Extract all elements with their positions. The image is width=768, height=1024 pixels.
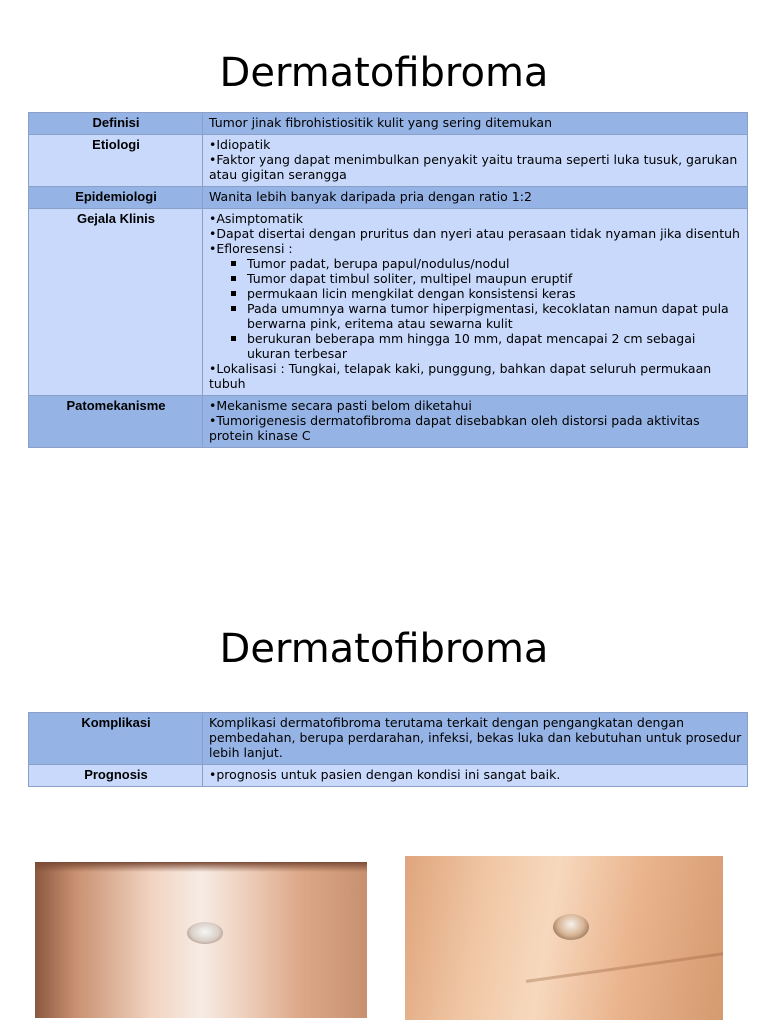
row-label-gejala-klinis: Gejala Klinis [29, 209, 203, 396]
skin-crease [526, 952, 723, 983]
gejala-line: •Asimptomatik [209, 211, 304, 226]
komplikasi-prognosis-table [28, 712, 748, 787]
row-label-komplikasi: Komplikasi [29, 713, 203, 765]
list-item: Tumor padat, berupa papul/nodulus/nodul [247, 256, 742, 271]
gejala-line: •Efloresensi : [209, 241, 293, 256]
lesion-nodule [187, 922, 223, 944]
epidemiologi-text: Wanita lebih banyak daripada pria dengan ratio 1:2 [209, 189, 532, 204]
row-content-definisi [203, 113, 748, 135]
row-content-prognosis: •prognosis untuk pasien dengan kondisi ini sangat baik. [203, 765, 748, 787]
dermatofibroma-photo-right [405, 856, 723, 1020]
row-label-etiologi: Etiologi [29, 135, 203, 187]
table-row-epidemiologi [29, 187, 748, 209]
patomekanisme-line: •Mekanisme secara pasti belom diketahui [209, 398, 472, 413]
lokalisasi-line: •Lokalisasi : Tungkai, telapak kaki, punggung, bahkan dapat seluruh permukaan tubuh [209, 361, 712, 391]
dermatofibroma-photo-left [35, 862, 367, 1018]
etiologi-line: •Faktor yang dapat menimbulkan penyakit yaitu trauma seperti luka tusuk, garukan atau gigitan serangga [209, 152, 738, 182]
row-label-prognosis: Prognosis [29, 765, 203, 787]
efloresensi-list [209, 256, 742, 361]
row-label-patomekanisme: Patomekanisme [29, 396, 203, 448]
table-row-gejala-klinis [29, 209, 748, 396]
list-item: Pada umumnya warna tumor hiperpigmentasi, kecoklatan namun dapat pula berwarna pink, eritema atau sewarna kulit [247, 301, 742, 331]
list-item: Tumor dapat timbul soliter, multipel maupun eruptif [247, 271, 742, 286]
lesion-nodule [553, 914, 589, 940]
slide1-title: Dermatofibroma [219, 50, 549, 96]
row-label-epidemiologi: Epidemiologi [29, 187, 203, 209]
table-row-definisi [29, 113, 748, 135]
table-row-prognosis [29, 765, 748, 787]
dermatofibroma-info-table [28, 112, 748, 448]
definisi-text: Tumor jinak fibrohistiositik kulit yang sering ditemukan [209, 115, 552, 130]
gejala-line: •Dapat disertai dengan pruritus dan nyeri atau perasaan tidak nyaman jika disentuh [209, 226, 740, 241]
row-content-etiologi [203, 135, 748, 187]
row-label-definisi: Definisi [29, 113, 203, 135]
row-content-epidemiologi [203, 187, 748, 209]
list-item: permukaan licin mengkilat dengan konsistensi keras [247, 286, 742, 301]
patomekanisme-line: •Tumorigenesis dermatofibroma dapat disebabkan oleh distorsi pada aktivitas protein kinase C [209, 413, 700, 443]
row-content-gejala-klinis [203, 209, 748, 396]
table-row-patomekanisme [29, 396, 748, 448]
row-content-komplikasi: Komplikasi dermatofibroma terutama terkait dengan pengangkatan dengan pembedahan, berupa perdarahan, infeksi, bekas luka dan kebutuhan untuk prosedur lebih lanjut. [203, 713, 748, 765]
table-row-komplikasi [29, 713, 748, 765]
slide2-title: Dermatofibroma [219, 626, 549, 672]
row-content-patomekanisme [203, 396, 748, 448]
photo-shadow [35, 862, 367, 872]
list-item: berukuran beberapa mm hingga 10 mm, dapat mencapai 2 cm sebagai ukuran terbesar [247, 331, 742, 361]
table-row-etiologi [29, 135, 748, 187]
etiologi-line: •Idiopatik [209, 137, 271, 152]
